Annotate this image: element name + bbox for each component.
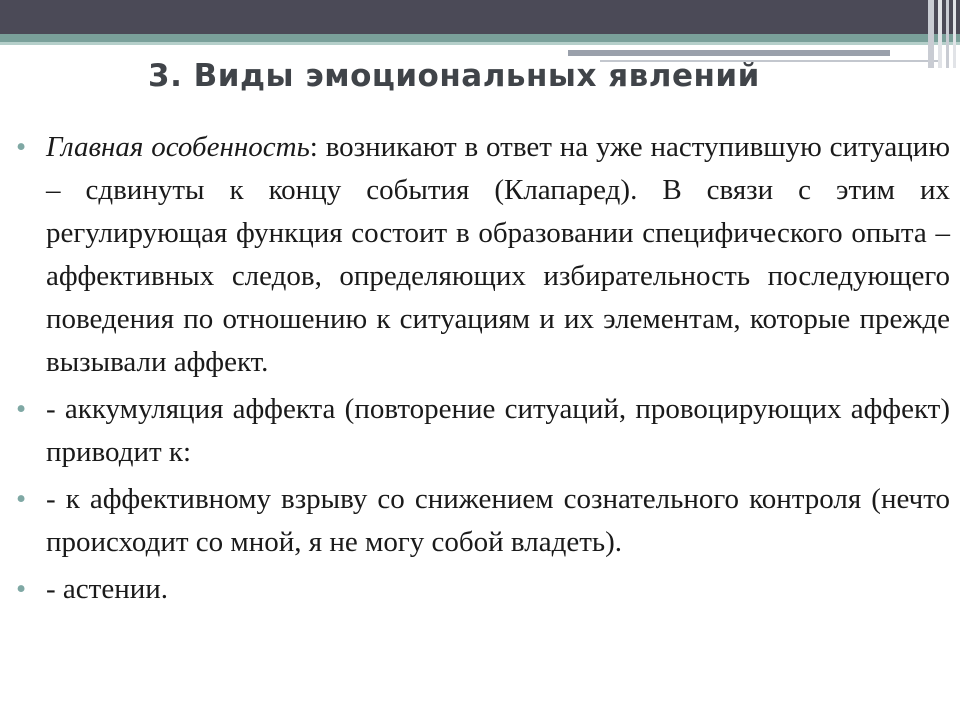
- bullet-dot-icon: •: [16, 393, 27, 425]
- bullet-term: Главная особенность: [46, 131, 310, 163]
- bullet-text: - к аффективному взрыву со снижением сознательного контроля (нечто происходит со мной, я не могу собой владеть).: [46, 483, 950, 558]
- bullet-item: [16, 388, 950, 474]
- corner-decoration: [946, 0, 949, 68]
- corner-decoration: [953, 0, 956, 68]
- bullet-item: [16, 126, 950, 384]
- bullet-dot-icon: •: [16, 483, 27, 515]
- bullet-list: [16, 126, 950, 615]
- corner-decoration: [928, 0, 934, 68]
- slide-title: 3. Виды эмоциональных явлений: [148, 58, 760, 94]
- header-accent-bar: [568, 50, 890, 56]
- bullet-item: [16, 478, 950, 564]
- header-teal-stripe-thin: [0, 42, 960, 45]
- bullet-text: - аккумуляция аффекта (повторение ситуаций, провоцирующих аффект) приводит к:: [46, 393, 950, 468]
- bullet-item: [16, 568, 950, 611]
- header-band: [0, 0, 960, 34]
- header-teal-stripe: [0, 34, 960, 42]
- bullet-dot-icon: •: [16, 131, 27, 163]
- corner-decoration: [938, 0, 942, 68]
- bullet-dot-icon: •: [16, 573, 27, 605]
- bullet-text: - астении.: [46, 573, 169, 605]
- bullet-text: : возникают в ответ на уже наступившую ситуацию – сдвинуты к концу события (Клапаред). В связи с этим их регулирующая функция состоит в образовании специфического опыта – аффективных следов, определяющих избирательность последующего поведения по отношению к ситуациям и их элементам, которые прежде вызывали аффект.: [46, 131, 950, 378]
